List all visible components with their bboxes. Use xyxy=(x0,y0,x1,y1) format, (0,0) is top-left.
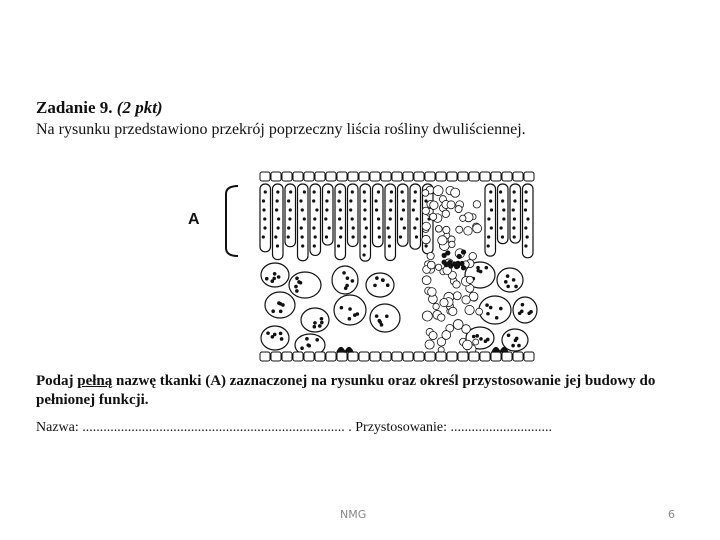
underlined-word: pełną xyxy=(77,373,113,389)
tissue-bracket xyxy=(226,186,238,256)
task-intro: Na rysunku przedstawiono przekrój poprzeczny liścia rośliny dwuliściennej. xyxy=(36,121,526,138)
upper-epidermis xyxy=(260,172,534,181)
question-text: Podaj pełną nazwę tkanki (A) zaznaczonej na rysunku oraz określ przystosowanie jej budowy do pełnionej funkcji. xyxy=(36,373,656,408)
palisade-tissue xyxy=(260,184,533,261)
task-points: (2 pkt) xyxy=(116,98,163,117)
lower-epidermis xyxy=(260,352,534,361)
figure-label-a: A xyxy=(188,211,200,228)
leaf-cross-section-figure xyxy=(180,160,550,370)
task-number: Zadanie 9. xyxy=(36,98,113,117)
page-number: 6 xyxy=(668,508,675,521)
task-title xyxy=(36,98,163,118)
footer-label: NMG xyxy=(340,508,367,521)
spongy-tissue xyxy=(261,262,537,356)
answer-line: Nazwa: ........................................................................... . Przystosowanie: ............................. xyxy=(36,420,553,435)
